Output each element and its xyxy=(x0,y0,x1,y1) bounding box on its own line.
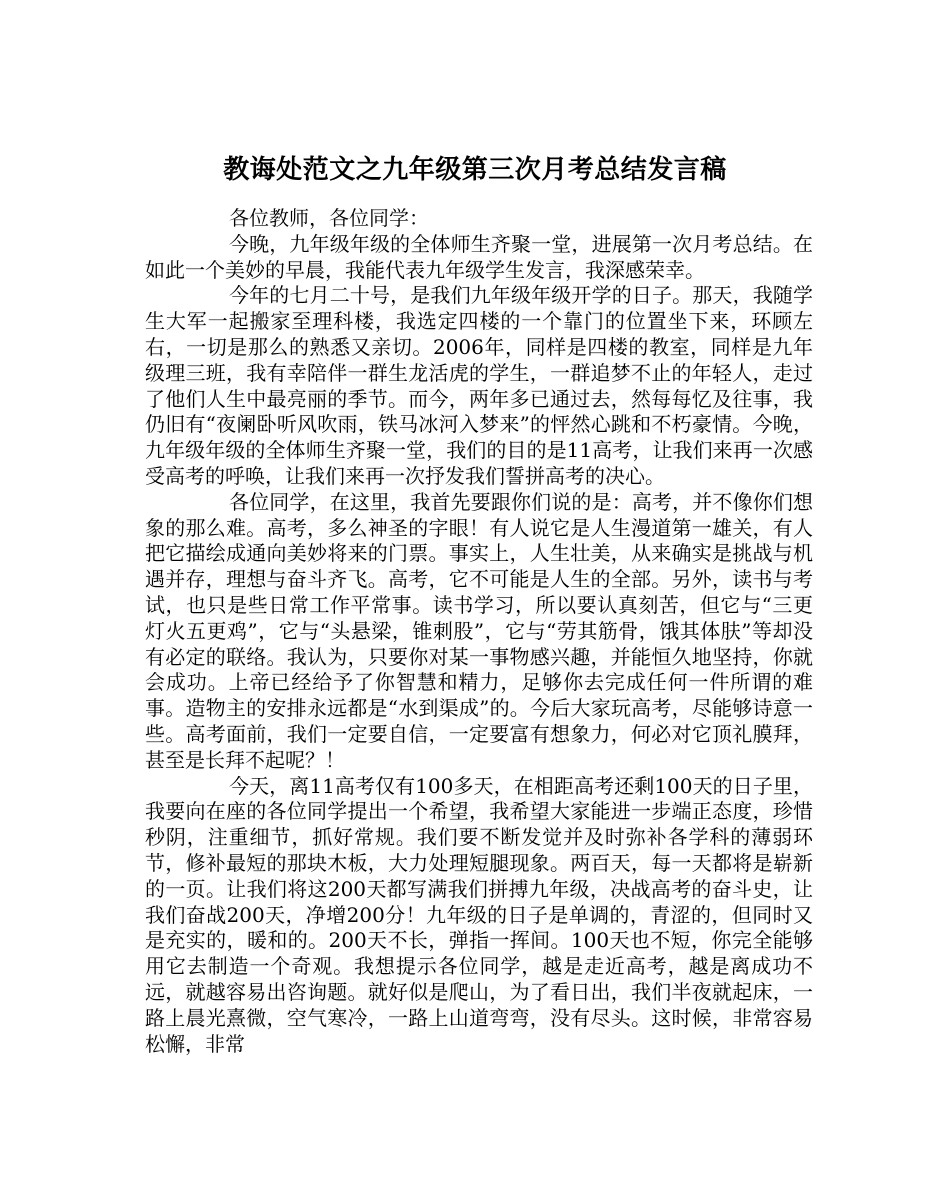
paragraph-memories: 今年的七月二十号，是我们九年级年级开学的日子。那天，我随学生大军一起搬家至理科楼，我选定四楼的一个靠门的位置坐下来，环顾左右，一切是那么的熟悉又亲切。2006年，同样是四楼的教室，同样是九年级理三班，我有幸陪伴一群生龙活虎的学生，一群追梦不止的年轻人，走过了他们人生中最亮丽的季节。而今，两年多已通过去，然每每忆及往事，我仍旧有“夜阑卧听风吹雨，铁马冰河入梦来”的怦然心跳和不朽豪情。今晚，九年级年级的全体师生齐聚一堂，我们的目的是11高考，让我们来再一次感受高考的呼唤，让我们来再一次抒发我们誓拼高考的决心。 xyxy=(145,283,813,488)
document-title: 教诲处范文之九年级第三次月考总结发言稿 xyxy=(223,155,727,186)
paragraph-opening: 今晚，九年级年级的全体师生齐聚一堂，进展第一次月考总结。在如此一个美妙的早晨，我能代表九年级学生发言，我深感荣幸。 xyxy=(145,231,813,282)
paragraph-hundred-days: 今天，离11高考仅有100多天，在相距高考还剩100天的日子里，我要向在座的各位同学提出一个希望，我希望大家能进一步端正态度，珍惜秒阴，注重细节，抓好常规。我们要不断发觉并及时弥补各学科的薄弱环节，修补最短的那块木板，大力处理短腿现象。两百天，每一天都将是崭新的一页。让我们将这200天都写满我们拼搏九年级，决战高考的奋斗史，让我们奋战200天，净增200分！九年级的日子是单调的，青涩的，但同时又是充实的，暖和的。200天不长，弹指一挥间。100天也不短，你完全能够用它去制造一个奇观。我想提示各位同学，越是走近高考，越是离成功不远，就越容易出咨询题。就好似是爬山，为了看日出，我们半夜就起床，一路上晨光熹微，空气寒冷，一路上山道弯弯，没有尽头。这时候，非常容易松懈，非常 xyxy=(145,773,813,1056)
paragraph-gaokao-attitude: 各位同学，在这里，我首先要跟你们说的是：高考，并不像你们想象的那么难。高考，多么神圣的字眼！有人说它是人生漫道第一雄关，有人把它描绘成通向美妙将来的门票。事实上，人生壮美，从来确实是挑战与机遇并存，理想与奋斗齐飞。高考，它不可能是人生的全部。另外，读书与考试，也只是些日常工作平常事。读书学习，所以要认真刻苦，但它与“三更灯火五更鸡”，它与“头悬梁，锥刺股”，它与“劳其筋骨，饿其体肤”等却没有必定的联络。我认为，只要你对某一事物感兴趣，并能恒久地坚持，你就会成功。上帝已经给予了你智慧和精力，足够你去完成任何一件所谓的难事。造物主的安排永远都是“水到渠成”的。今后大家玩高考，尽能够诗意一些。高考面前，我们一定要自信，一定要富有想象力，何必对它顶礼膜拜，甚至是长拜不起呢？！ xyxy=(145,489,813,772)
paragraph-salutation: 各位教师，各位同学： xyxy=(229,206,429,230)
document-body xyxy=(145,206,813,1057)
